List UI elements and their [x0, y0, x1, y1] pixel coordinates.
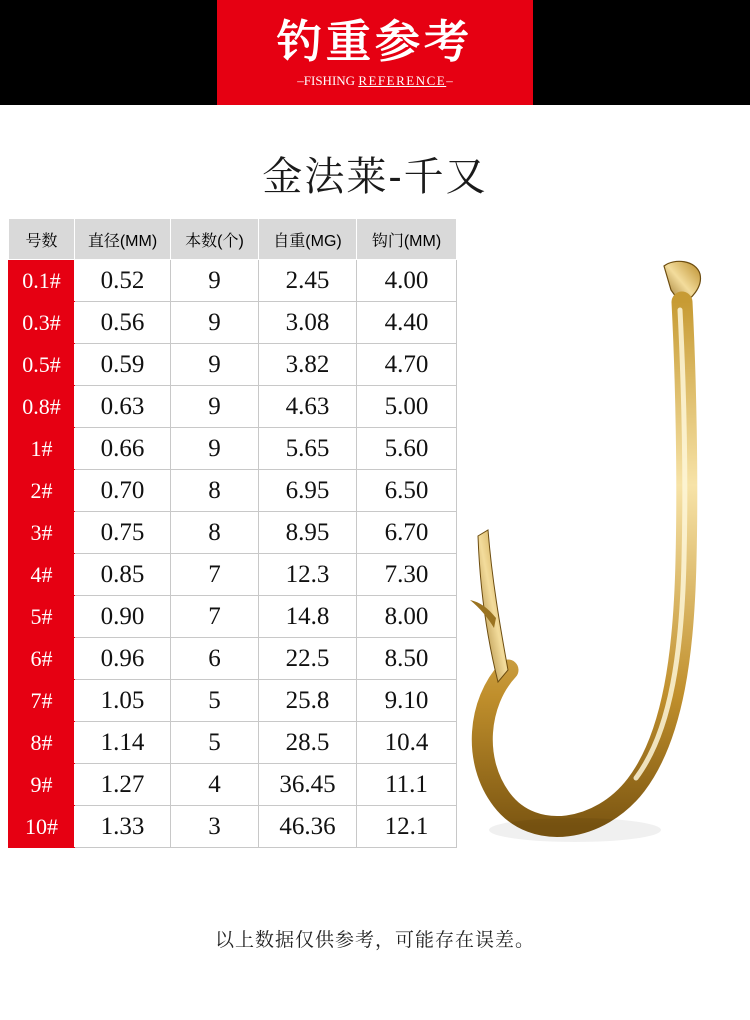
hook-shadow [489, 818, 661, 842]
banner-subtitle-suffix: – [446, 72, 453, 88]
cell-weight: 3.08 [259, 302, 357, 344]
cell-weight: 12.3 [259, 554, 357, 596]
cell-size: 0.1# [9, 260, 75, 302]
cell-weight: 3.82 [259, 344, 357, 386]
cell-gap: 8.00 [357, 596, 457, 638]
cell-weight: 25.8 [259, 680, 357, 722]
cell-size: 0.8# [9, 386, 75, 428]
table-row [9, 344, 457, 386]
cell-gap: 10.4 [357, 722, 457, 764]
cell-diameter: 0.59 [75, 344, 171, 386]
spec-table [8, 218, 457, 848]
cell-diameter: 1.33 [75, 806, 171, 848]
cell-gap: 6.50 [357, 470, 457, 512]
cell-weight: 22.5 [259, 638, 357, 680]
cell-diameter: 0.75 [75, 512, 171, 554]
fish-hook-photo [450, 230, 750, 890]
cell-diameter: 0.85 [75, 554, 171, 596]
table-row [9, 428, 457, 470]
page-title: 金法莱-千又 [262, 155, 488, 199]
cell-size: 5# [9, 596, 75, 638]
table-header-cell: 直径(MM) [75, 219, 171, 260]
table-row [9, 806, 457, 848]
cell-count: 7 [171, 554, 259, 596]
cell-size: 10# [9, 806, 75, 848]
cell-count: 9 [171, 386, 259, 428]
table-row [9, 470, 457, 512]
cell-gap: 6.70 [357, 512, 457, 554]
cell-count: 8 [171, 470, 259, 512]
cell-gap: 5.60 [357, 428, 457, 470]
cell-diameter: 1.05 [75, 680, 171, 722]
table-row [9, 596, 457, 638]
cell-count: 8 [171, 512, 259, 554]
cell-gap: 5.00 [357, 386, 457, 428]
cell-weight: 2.45 [259, 260, 357, 302]
cell-size: 0.5# [9, 344, 75, 386]
table-row [9, 386, 457, 428]
cell-size: 4# [9, 554, 75, 596]
cell-gap: 4.40 [357, 302, 457, 344]
cell-gap: 7.30 [357, 554, 457, 596]
cell-count: 7 [171, 596, 259, 638]
table-header-row [9, 219, 457, 260]
cell-gap: 11.1 [357, 764, 457, 806]
cell-size: 8# [9, 722, 75, 764]
cell-weight: 8.95 [259, 512, 357, 554]
header-banner [0, 0, 750, 105]
fish-hook-icon [450, 230, 750, 890]
cell-weight: 46.36 [259, 806, 357, 848]
cell-weight: 28.5 [259, 722, 357, 764]
cell-gap: 4.00 [357, 260, 457, 302]
cell-diameter: 0.70 [75, 470, 171, 512]
banner-subtitle [297, 73, 452, 89]
cell-size: 9# [9, 764, 75, 806]
cell-weight: 4.63 [259, 386, 357, 428]
cell-diameter: 0.66 [75, 428, 171, 470]
cell-count: 4 [171, 764, 259, 806]
table-row [9, 260, 457, 302]
banner-title: 钓重参考 [276, 16, 473, 68]
banner-red-block [217, 0, 533, 105]
cell-count: 5 [171, 722, 259, 764]
cell-gap: 4.70 [357, 344, 457, 386]
cell-diameter: 0.96 [75, 638, 171, 680]
cell-size: 0.3# [9, 302, 75, 344]
cell-count: 9 [171, 260, 259, 302]
table-row [9, 302, 457, 344]
cell-diameter: 1.27 [75, 764, 171, 806]
cell-count: 5 [171, 680, 259, 722]
cell-size: 6# [9, 638, 75, 680]
spec-table-wrapper [8, 218, 456, 848]
cell-count: 3 [171, 806, 259, 848]
cell-gap: 9.10 [357, 680, 457, 722]
footnote: 以上数据仅供参考，可能存在误差。 [214, 930, 535, 951]
cell-size: 3# [9, 512, 75, 554]
cell-weight: 6.95 [259, 470, 357, 512]
cell-count: 6 [171, 638, 259, 680]
table-row [9, 764, 457, 806]
table-row [9, 554, 457, 596]
banner-subtitle-prefix: –FISHING [297, 72, 359, 88]
cell-size: 7# [9, 680, 75, 722]
cell-gap: 8.50 [357, 638, 457, 680]
table-header-cell: 号数 [9, 219, 75, 260]
cell-diameter: 0.63 [75, 386, 171, 428]
cell-weight: 5.65 [259, 428, 357, 470]
cell-diameter: 0.56 [75, 302, 171, 344]
table-header-cell: 自重(MG) [259, 219, 357, 260]
cell-diameter: 0.52 [75, 260, 171, 302]
cell-diameter: 1.14 [75, 722, 171, 764]
table-row [9, 680, 457, 722]
table-header-cell: 钩门(MM) [357, 219, 457, 260]
cell-weight: 14.8 [259, 596, 357, 638]
banner-subtitle-underlined: REFERENCE [358, 72, 447, 88]
cell-diameter: 0.90 [75, 596, 171, 638]
table-row [9, 512, 457, 554]
cell-count: 9 [171, 344, 259, 386]
cell-weight: 36.45 [259, 764, 357, 806]
cell-count: 9 [171, 302, 259, 344]
table-row [9, 722, 457, 764]
table-row [9, 638, 457, 680]
table-header-cell: 本数(个) [171, 219, 259, 260]
cell-gap: 12.1 [357, 806, 457, 848]
cell-size: 1# [9, 428, 75, 470]
cell-count: 9 [171, 428, 259, 470]
cell-size: 2# [9, 470, 75, 512]
